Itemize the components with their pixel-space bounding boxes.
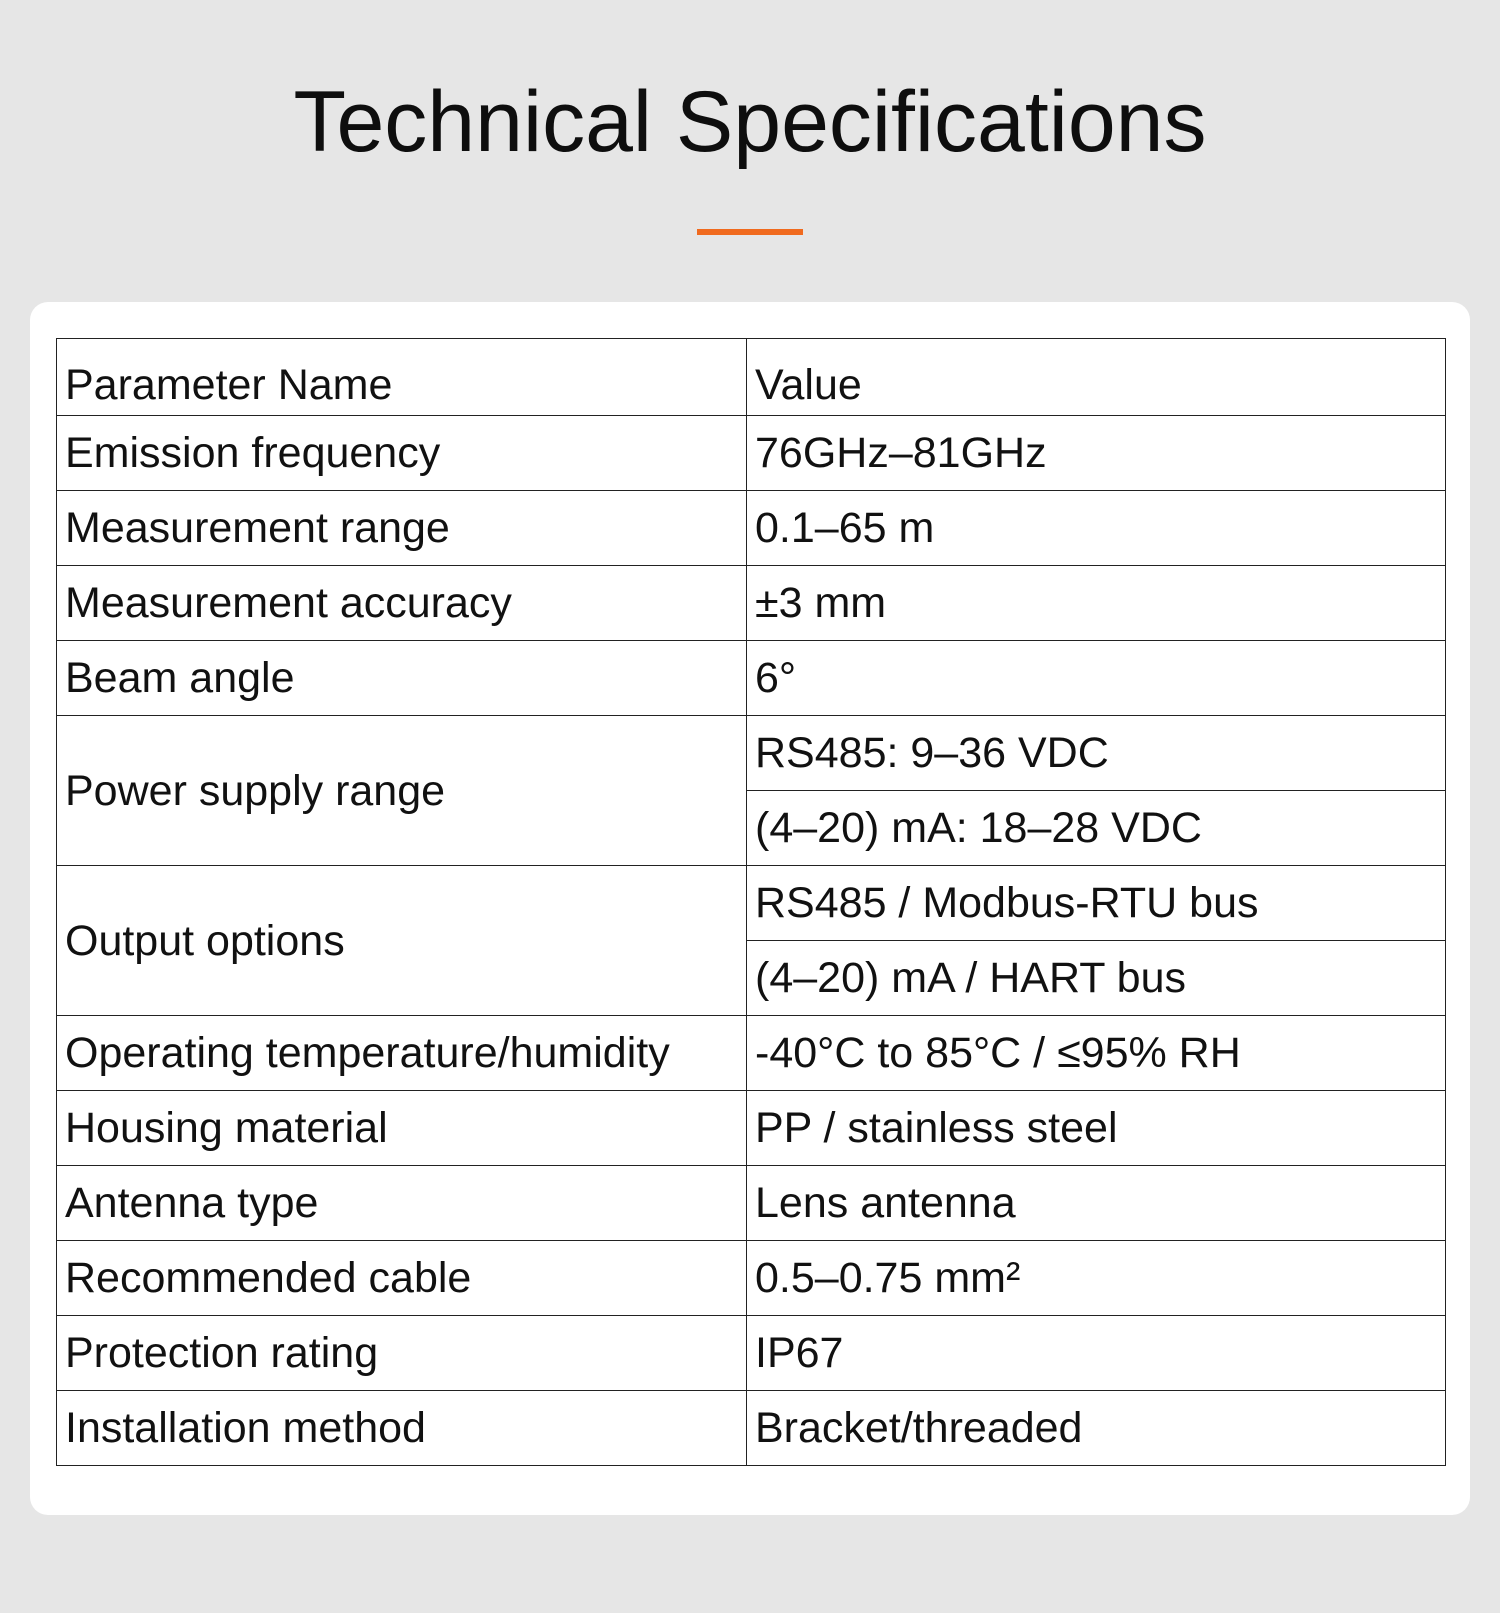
param-name: Protection rating — [57, 1316, 747, 1391]
param-name: Installation method — [57, 1391, 747, 1466]
param-name: Power supply range — [57, 716, 747, 866]
param-value: RS485 / Modbus-RTU bus — [747, 866, 1446, 941]
spec-card — [30, 302, 1470, 1515]
param-name: Output options — [57, 866, 747, 1016]
param-name: Operating temperature/humidity — [57, 1016, 747, 1091]
spec-table — [56, 338, 1446, 1466]
param-value: (4–20) mA: 18–28 VDC — [747, 791, 1446, 866]
param-name: Antenna type — [57, 1166, 747, 1241]
param-name: Emission frequency — [57, 416, 747, 491]
table-row — [57, 1166, 1446, 1241]
param-name: Recommended cable — [57, 1241, 747, 1316]
table-row — [57, 1241, 1446, 1316]
table-row — [57, 1391, 1446, 1466]
param-value: 0.5–0.75 mm² — [747, 1241, 1446, 1316]
param-value: 0.1–65 m — [747, 491, 1446, 566]
table-row — [57, 1091, 1446, 1166]
param-value: 76GHz–81GHz — [747, 416, 1446, 491]
param-value: IP67 — [747, 1316, 1446, 1391]
param-name: Measurement accuracy — [57, 566, 747, 641]
table-row — [57, 1316, 1446, 1391]
table-row — [57, 716, 1446, 791]
table-row — [57, 641, 1446, 716]
table-row — [57, 1016, 1446, 1091]
param-name: Beam angle — [57, 641, 747, 716]
table-row — [57, 866, 1446, 941]
param-value: Lens antenna — [747, 1166, 1446, 1241]
param-value: PP / stainless steel — [747, 1091, 1446, 1166]
param-value: 6° — [747, 641, 1446, 716]
param-name: Housing material — [57, 1091, 747, 1166]
header-value: Value — [747, 339, 1446, 416]
table-row — [57, 491, 1446, 566]
table-row — [57, 416, 1446, 491]
header-param-name: Parameter Name — [57, 339, 747, 416]
title-underline-accent — [697, 229, 803, 235]
param-value: -40°C to 85°C / ≤95% RH — [747, 1016, 1446, 1091]
table-header-row — [57, 339, 1446, 416]
param-value: ±3 mm — [747, 566, 1446, 641]
param-value: (4–20) mA / HART bus — [747, 941, 1446, 1016]
param-name: Measurement range — [57, 491, 747, 566]
page-title: Technical Specifications — [293, 74, 1207, 170]
param-value: Bracket/threaded — [747, 1391, 1446, 1466]
table-row — [57, 566, 1446, 641]
param-value: RS485: 9–36 VDC — [747, 716, 1446, 791]
